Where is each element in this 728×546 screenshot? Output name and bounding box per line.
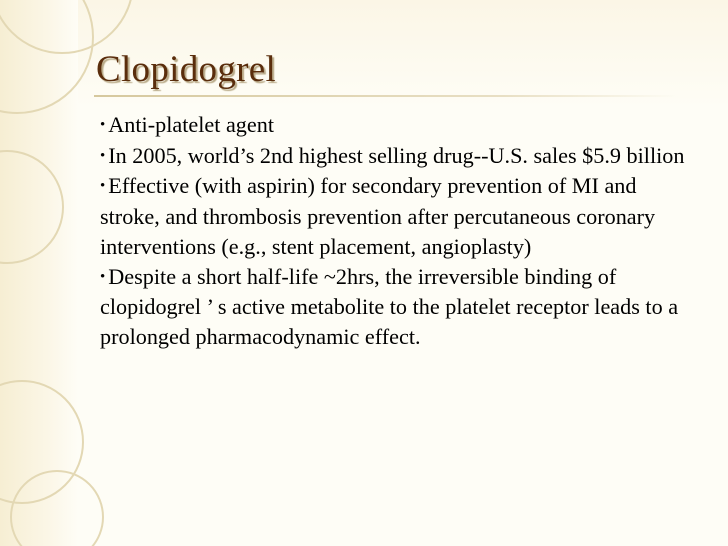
title-divider	[94, 95, 678, 97]
bullet-text: In 2005, world’s 2nd highest selling drug--U.S. sales $5.9 billion	[108, 142, 685, 168]
bullet-marker: •	[100, 117, 106, 133]
bullet-marker: •	[100, 147, 106, 164]
bullet-text: Despite a short half-life ~2hrs, the irreversible binding of clopidogrel ’ s active metabolite to the platelet receptor leads to a prolonged pharmacodynamic effect.	[100, 263, 679, 349]
bullet-marker: •	[100, 268, 106, 285]
bullet-item	[100, 110, 690, 141]
bullet-item	[100, 171, 690, 261]
bullet-marker: •	[100, 178, 106, 195]
bullet-text: Anti-platelet agent	[108, 112, 274, 137]
bullet-list	[100, 110, 690, 352]
bullet-item	[100, 141, 690, 172]
bullet-text: Effective (with aspirin) for secondary prevention of MI and stroke, and thrombosis prevention after percutaneous coronary interventions (e.g., stent placement, angioplasty)	[100, 173, 656, 259]
slide-title: Clopidogrel	[96, 49, 277, 90]
bullet-item	[100, 262, 690, 352]
